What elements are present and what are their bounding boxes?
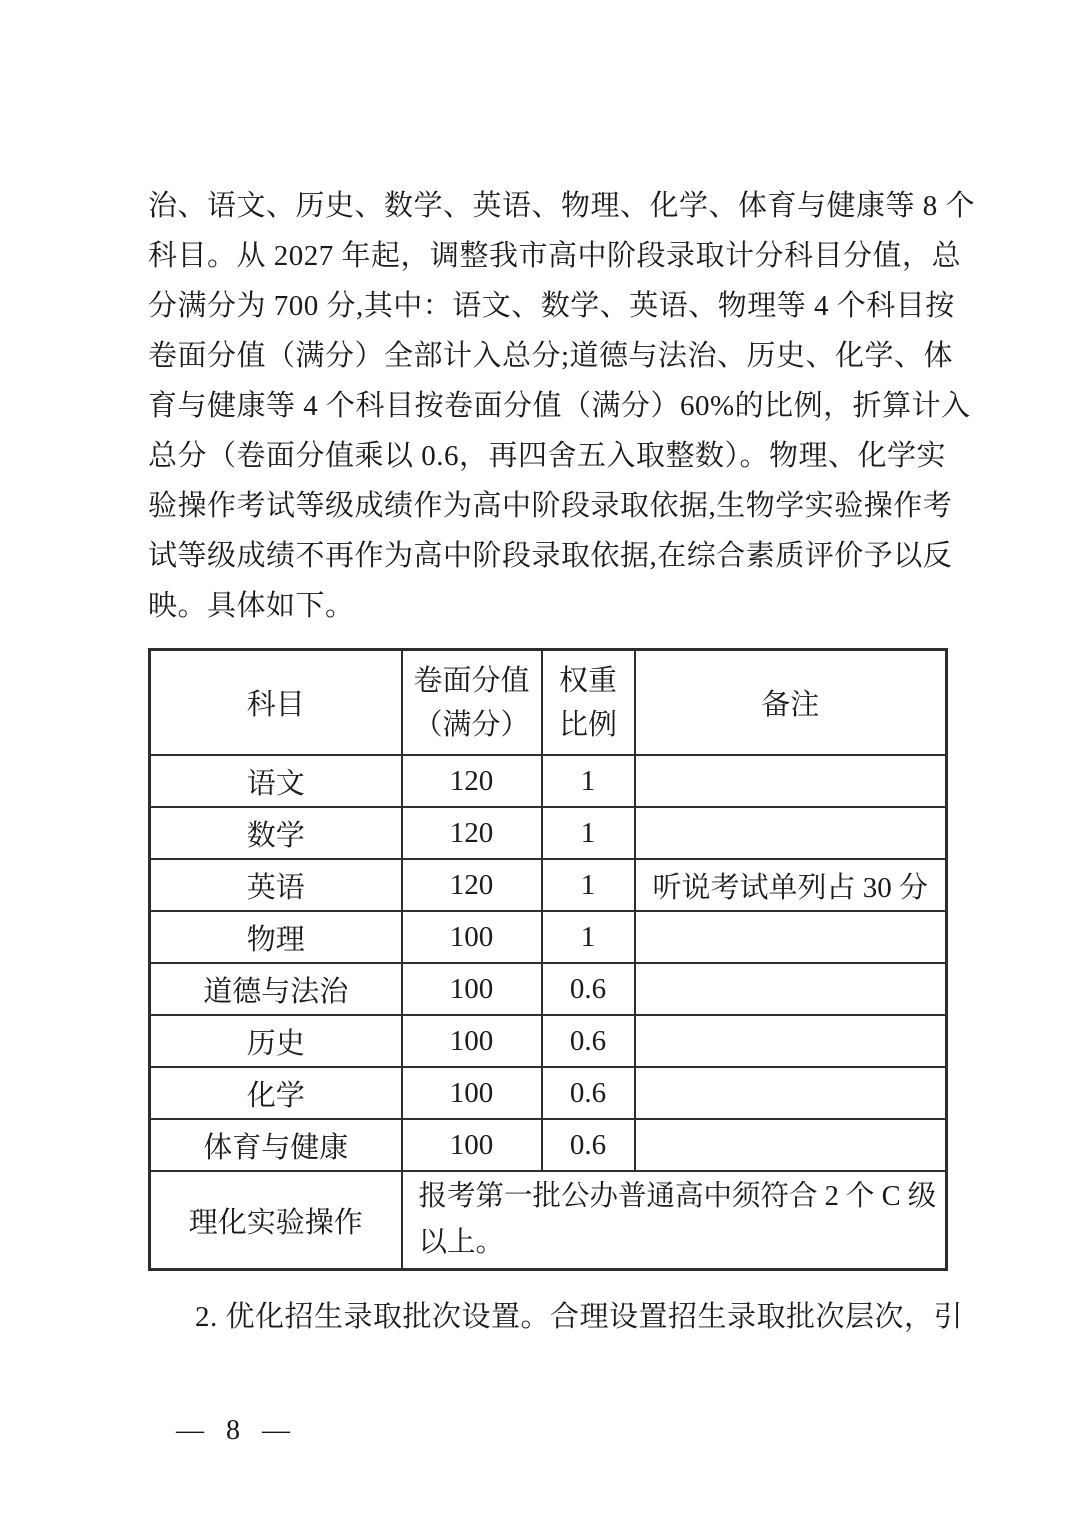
col-header-weight [542,650,635,756]
body-paragraph [148,181,976,631]
merged-remark-line1: 报考第一批公办普通高中须符合 2 个 C 级 [418,1181,937,1212]
table-row [150,755,947,807]
cell-remark [635,807,947,859]
cell-score: 100 [402,1067,542,1119]
cell-subject: 道德与法治 [150,963,402,1015]
col-header-weight-line1: 权重 [558,664,617,697]
cell-subject: 物理 [150,911,402,963]
cell-remark [635,1067,947,1119]
cell-weight: 0.6 [542,1015,635,1067]
paragraph-line: 试等级成绩不再作为高中阶段录取依据,在综合素质评价予以反 [148,540,953,572]
cell-score: 120 [402,807,542,859]
cell-remark [635,1119,947,1171]
cell-remark: 听说考试单列占 30 分 [635,859,947,911]
cell-score: 120 [402,755,542,807]
cell-score: 100 [402,1015,542,1067]
table-header-row [150,650,947,756]
paragraph-line: 总分（卷面分值乘以 0.6，再四舍五入取整数）。物理、化学实 [148,440,947,472]
table-row [150,963,947,1015]
table-row [150,1015,947,1067]
footer-left-dash: — [176,1415,204,1446]
cell-subject: 英语 [150,859,402,911]
cell-score: 100 [402,911,542,963]
cell-subject: 体育与健康 [150,1119,402,1171]
paragraph-line: 分满分为 700 分,其中：语文、数学、英语、物理等 4 个科目按 [148,290,955,322]
footer-right-dash: — [262,1415,290,1446]
cell-subject: 历史 [150,1015,402,1067]
col-header-score-line2: （满分） [413,708,530,741]
table-row [150,859,947,911]
page-footer [176,1415,290,1447]
cell-subject: 数学 [150,807,402,859]
cell-subject: 语文 [150,755,402,807]
cell-score: 120 [402,859,542,911]
col-header-score [402,650,542,756]
cell-weight: 1 [542,755,635,807]
col-header-score-line1: 卷面分值 [413,664,530,697]
cell-weight: 0.6 [542,1119,635,1171]
paragraph-line: 验操作考试等级成绩作为高中阶段录取依据,生物学实验操作考 [148,490,953,522]
table-row-merged [150,1171,947,1270]
paragraph-line: 卷面分值（满分）全部计入总分;道德与法治、历史、化学、体 [148,340,954,372]
paragraph-line: 治、语文、历史、数学、英语、物理、化学、体育与健康等 8 个 [148,190,976,222]
cell-subject: 化学 [150,1067,402,1119]
cell-remark [635,911,947,963]
cell-score: 100 [402,1119,542,1171]
col-header-remark: 备注 [635,650,947,756]
cell-remark [635,755,947,807]
cell-weight: 0.6 [542,1067,635,1119]
page-content [148,181,976,1342]
section-item-2: 2. 优化招生录取批次设置。合理设置招生录取批次层次，引 [195,1301,964,1333]
cell-weight: 1 [542,859,635,911]
table-row [150,911,947,963]
merged-remark-line2: 以上。 [418,1227,505,1258]
table-row [150,1067,947,1119]
table-row [150,1119,947,1171]
paragraph-line: 映。具体如下。 [148,590,355,622]
cell-remark [635,1015,947,1067]
cell-merged-remark [402,1171,947,1270]
paragraph-line: 科目。从 2027 年起，调整我市高中阶段录取计分科目分值，总 [148,240,962,272]
table-row [150,807,947,859]
paragraph-line: 育与健康等 4 个科目按卷面分值（满分）60%的比例，折算计入 [148,390,971,422]
score-table [148,648,948,1271]
page-number: 8 [226,1415,240,1446]
cell-weight: 1 [542,911,635,963]
col-header-subject: 科目 [150,650,402,756]
cell-subject: 理化实验操作 [150,1171,402,1270]
cell-weight: 1 [542,807,635,859]
cell-weight: 0.6 [542,963,635,1015]
cell-score: 100 [402,963,542,1015]
cell-remark [635,963,947,1015]
col-header-weight-line2: 比例 [558,708,617,741]
